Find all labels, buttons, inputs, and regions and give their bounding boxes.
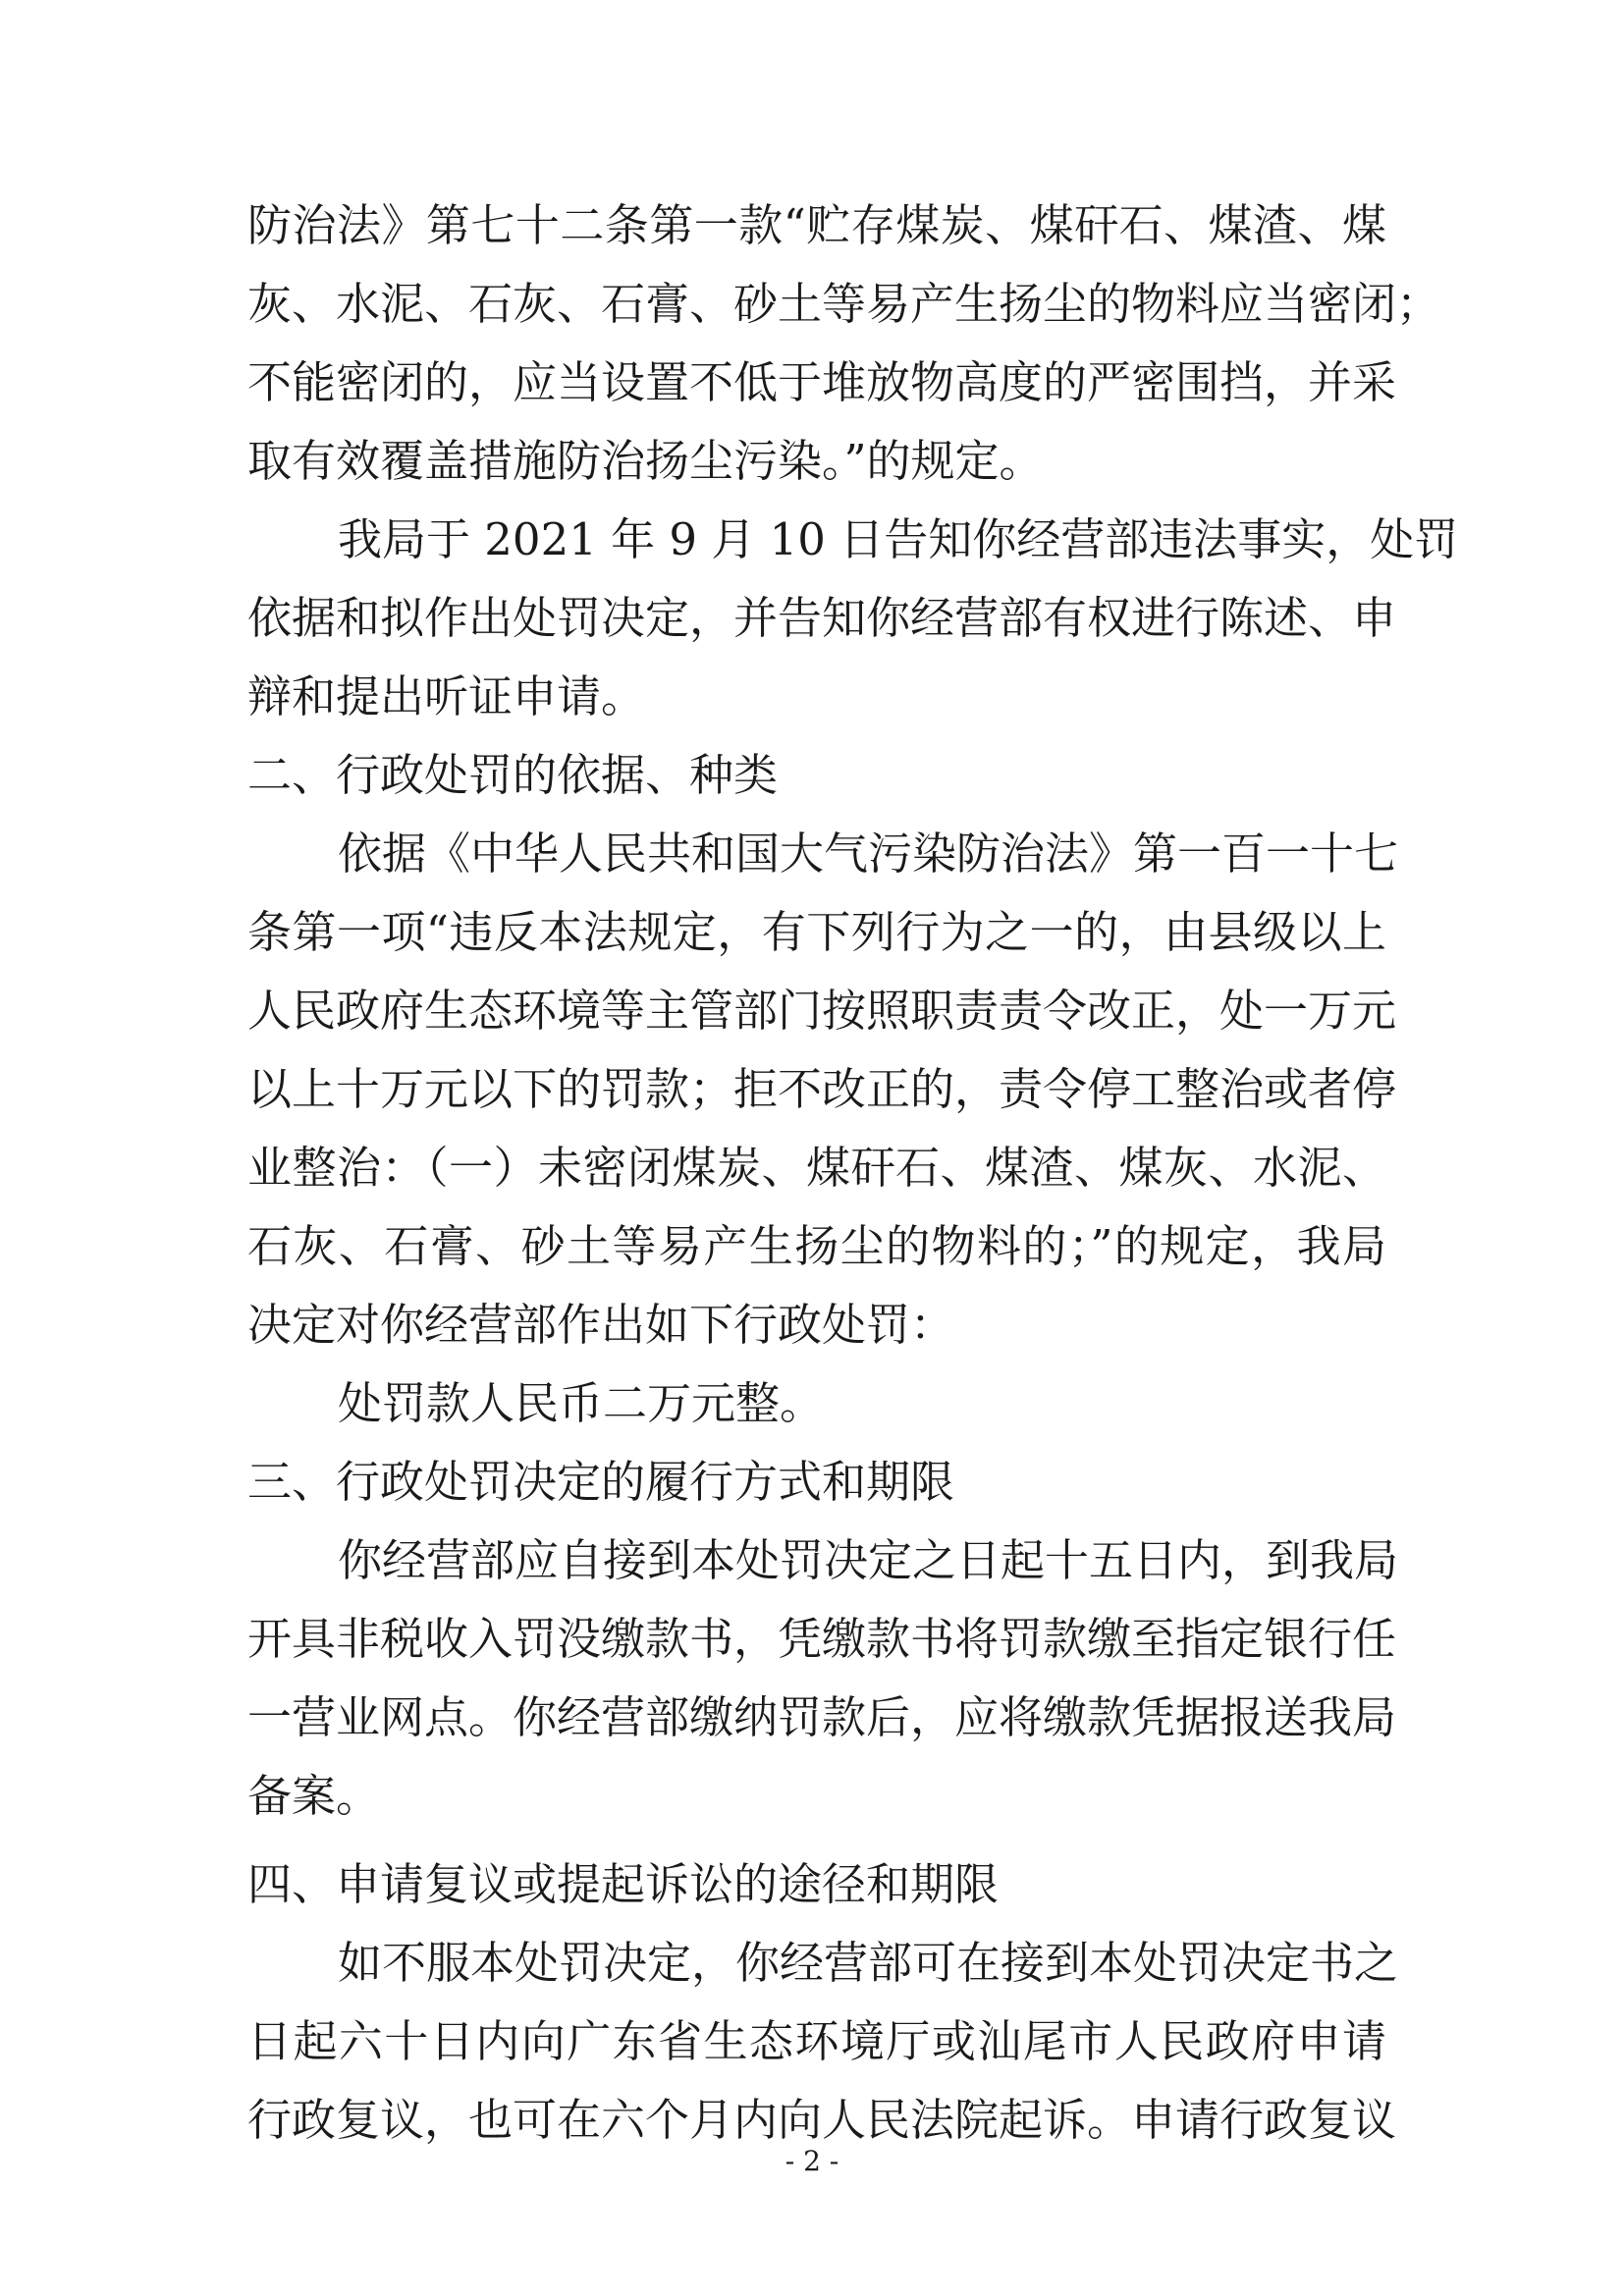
body-line: 备案。 [247, 1770, 381, 1822]
body-line: 依据和拟作出处罚决定，并告知你经营部有权进行陈述、申 [247, 592, 1397, 644]
body-line: 开具非税收入罚没缴款书，凭缴款书将罚款缴至指定银行任 [247, 1613, 1397, 1665]
paragraph-start-line: 我局于 2021 年 9 月 10 日告知你经营部违法事实，处罚 [338, 513, 1459, 565]
paragraph-start-line: 如不服本处罚决定，你经营部可在接到本处罚决定书之 [338, 1937, 1399, 1989]
body-line: 辩和提出听证申请。 [247, 670, 646, 722]
body-line: 日起六十日内向广东省生态环境厅或汕尾市人民政府申请 [247, 2015, 1386, 2067]
body-line: 决定对你经营部作出如下行政处罚： [247, 1299, 955, 1351]
body-line: 以上十万元以下的罚款；拒不改正的，责令停工整治或者停 [247, 1063, 1397, 1115]
page-number: - 2 - [785, 2145, 839, 2177]
body-line: 条第一项“违反本法规定，有下列行为之一的，由县级以上 [247, 906, 1386, 958]
body-line: 不能密闭的，应当设置不低于堆放物高度的严密围挡，并采 [247, 356, 1397, 408]
section-heading: 二、行政处罚的依据、种类 [247, 749, 779, 801]
body-line: 人民政府生态环境等主管部门按照职责责令改正，处一万元 [247, 985, 1397, 1037]
body-line: 取有效覆盖措施防治扬尘污染。”的规定。 [247, 435, 1044, 487]
section-heading: 三、行政处罚决定的履行方式和期限 [247, 1456, 955, 1508]
paragraph-start-line: 依据《中华人民共和国大气污染防治法》第一百一十七 [338, 828, 1399, 880]
section-heading: 四、申请复议或提起诉讼的途径和期限 [247, 1858, 1000, 1910]
body-line: 行政复议，也可在六个月内向人民法院起诉。申请行政复议 [247, 2094, 1397, 2146]
body-line: 石灰、石膏、砂土等易产生扬尘的物料的；”的规定，我局 [247, 1220, 1386, 1272]
body-line: 业整治：（一）未密闭煤炭、煤矸石、煤渣、煤灰、水泥、 [247, 1142, 1386, 1194]
paragraph-start-line: 你经营部应自接到本处罚决定之日起十五日内，到我局 [338, 1534, 1399, 1586]
penalty-line: 处罚款人民币二万元整。 [338, 1377, 825, 1429]
body-line: 防治法》第七十二条第一款“贮存煤炭、煤矸石、煤渣、煤 [247, 199, 1386, 251]
body-line: 灰、水泥、石灰、石膏、砂土等易产生扬尘的物料应当密闭； [247, 278, 1441, 330]
body-line: 一营业网点。你经营部缴纳罚款后，应将缴款凭据报送我局 [247, 1691, 1397, 1743]
